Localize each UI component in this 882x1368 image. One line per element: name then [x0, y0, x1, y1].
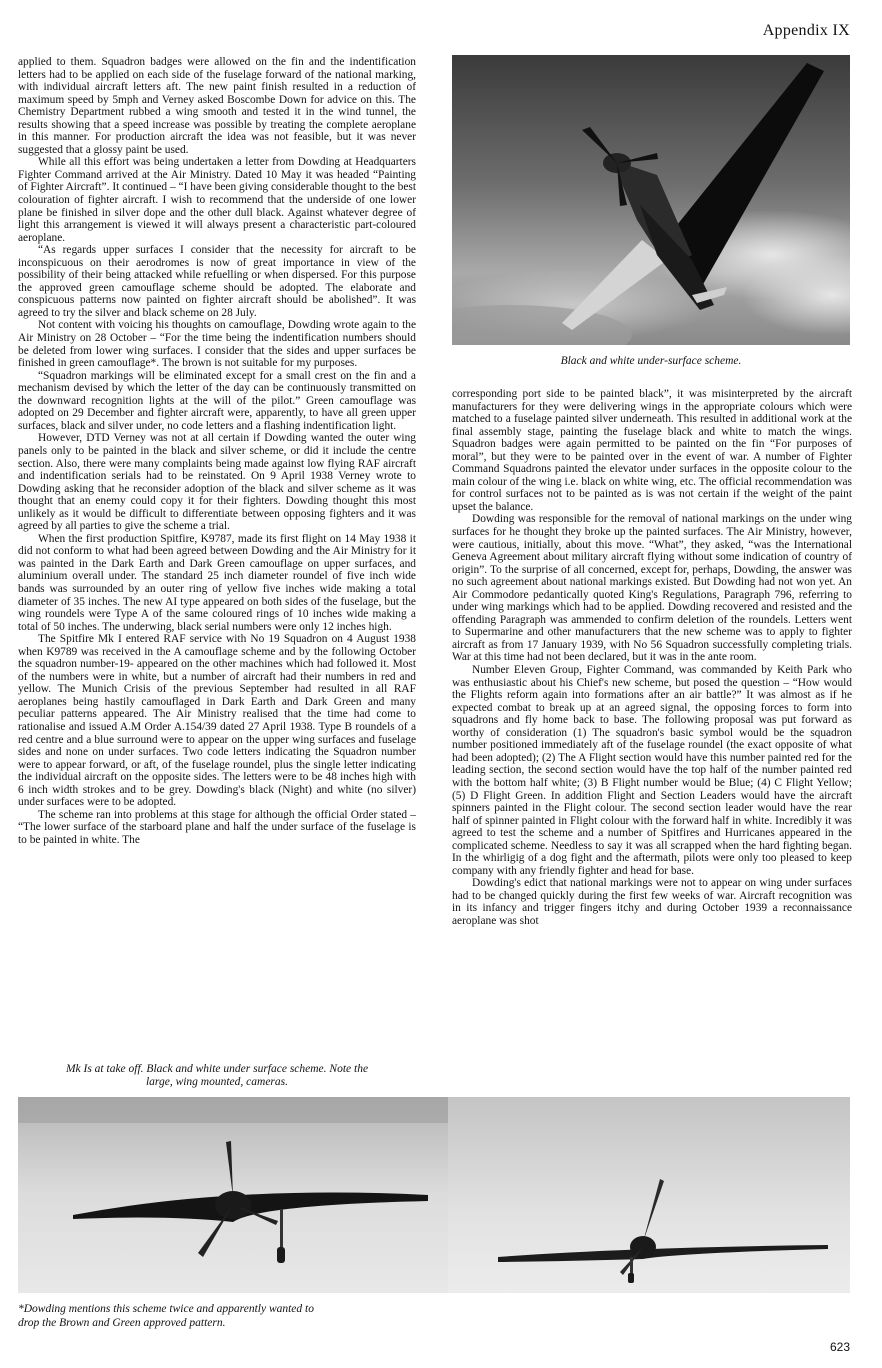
footnote — [18, 1302, 438, 1330]
paragraph: applied to them. Squadron badges were allowed on the fin and the indentification letters had to be applied on each side of the fuselage forward of the national marking, with individual aircraft letters aft. The new paint finish resulted in a reduction of maximum speed by 5mph and Verney asked Boscombe Down for advice on this. The Chemistry Department rubbed a wing smooth and tested it in the wind tunnel, the results showing that a speed increase was possible by treating the complete aeroplane in this manner. For production aircraft the idea was not feasible, but it was never suggested that a glossy paint be used. — [18, 56, 416, 156]
appendix-heading: Appendix IX — [762, 22, 850, 39]
paragraph: “As regards upper surfaces I consider that the necessity for aircraft to be inconspicuous on their aerodromes is now of great importance in view of the possibility of their being attacked while refuelling or when dispersed. For this purpose the approved green camouflage scheme should be adopted. The elaborate and conspicuous patterns now painted on fighter aircraft should be abolished”. It was agreed to try the silver and black scheme on 28 July. — [18, 244, 416, 319]
paragraph: Dowding was responsible for the removal of national markings on the under wing surfaces for he thought they broke up the painted surfaces. The Air Ministry, however, were cautious, initially, about this move. “What”, they asked, “was the International Geneva Agreement about military aircraft flying without some indication of country of origin”. To the surprise of all concerned, except for, perhaps, Dowding, the answer was no such agreement about national markings existed. But Dowding had not won yet. An Air Commodore pedantically quoted King's Regulations, Paragraph 796, referring to under wing markings which had to be applied. Dowding recovered and resisted and the offending Paragraph was ammended to confirm deletion of the roundels. Letters went to Supermarine and other manufacturers that the new scheme was to apply to fighter aircraft as from 17 January 1939, with No 56 Squadron successfully completing trials. War at this time had not been declared, but it was in the ante room. — [452, 513, 852, 664]
paragraph: However, DTD Verney was not at all certain if Dowding wanted the outer wing panels only to be painted in the black and silver scheme, or did it include the centre section. Also, there were many complaints being made against low flying RAF aircraft and indentification serials had to be reinstated. On 9 April 1938 Verney wrote to Dowding asking that he reconsider adoption of the black and silver scheme as it was thought that an enemy could copy it for their fighters. Dowding thought this most unlikely as it would be difficult to differentiate between opposing fighters and it was agreed by all parties to give the scheme a trial. — [18, 432, 416, 533]
paragraph: Number Eleven Group, Fighter Command, was commanded by Keith Park who was enthusiastic about his Chief's new scheme, but posed the question – “How would the Flights reform again into formations after an air battle?” It was almost as if he expected combat to break up at an agreed signal, the opposing forces to form into squadrons and fly home back to base. The following proposal was put forward as worthy of consideration (1) The squadron's basic symbol would be the squadron number positioned immediately aft of the fuselage roundel (the exact opposite of what had been adopted); (2) The A Flight section would have this number painted red for the leading section, the second section would have the top half of the number painted red with the bottom half white; (3) B Flight number would be Blue; (4) C Flight Yellow; (5) D Flight Green. In addition Flight and Section Leaders would have the aircraft spinners painted in the Flight colour. The second section leader would have the rear half of spinner painted in Flight colour with the forward half in white. Incredibly it was agreed to test the scheme and a number of Spitfires and Hurricanes appeared in the complicated scheme. Needless to say it was all scrapped when the hard fighting began. In the whirligig of a dog fight and the aftermath, pilots were only too pleased to keep company with any friendly fighter and head for base. — [452, 664, 852, 877]
paragraph: The Spitfire Mk I entered RAF service with No 19 Squadron on 4 August 1938 when K9789 was received in the A camouflage scheme and by the following October the squadron number-19- appeared on the other machines which had followed it. Most of the numbers were in white, but a number of aircraft had their numbers in red and yellow. The Munich Crisis of the previous September had resulted in all RAF aeroplanes being hastily camouflaged in Dark Earth and Dark Green and many peculiar patterns appeared. The Air Ministry realised that the time had come to rationalise and issued A.M Order A.154/39 dated 27 April 1938. Type B roundels of a red centre and a blue surround were to appear on the upper wing surfaces and fuselage sides and none on under surfaces. Two code letters indicating the Squadron number were to appear forward, or aft, of the fuselage roundel, plus the single letter indicating the individual aircraft on the opposite sides. The letters were to be 48 inches high with 6 inch width strokes and to be grey. Dowding's black (Night) and white (no silver) under surfaces were to be adopted. — [18, 633, 416, 809]
spitfire-takeoff-photo-left — [18, 1097, 448, 1293]
top-photo-caption: Black and white under-surface scheme. — [560, 355, 742, 367]
paragraph: Not content with voicing his thoughts on camouflage, Dowding wrote again to the Air Ministry on 28 October – “For the time being the indentification numbers should be deleted from lower wing surfaces. I consider that the sides and upper surfaces be finished in green camouflage*. The brown is not suitable for my purposes. — [18, 319, 416, 370]
caption-line: Mk Is at take off. Black and white under surface scheme. Note the — [65, 1063, 369, 1075]
paragraph: While all this effort was being undertaken a letter from Dowding at Headquarters Fighter Command arrived at the Air Ministry. Dated 10 May it was headed “Painting of Fighter Aircraft”. It continued – “I have been giving considerable thought to the best colouration of fighter aircraft. I wish to recommend that the underside of one lower plane be finished in silver dope and the other dull black. Against whatever degree of light this arrangement is viewed it will always present a characteristic part-coloured aeroplane. — [18, 156, 416, 244]
paragraph: When the first production Spitfire, K9787, made its first flight on 14 May 1938 it did not conform to what had been agreed between Dowding and the Air Ministry for it was painted in the Dark Earth and Dark Green camouflage on upper surfaces, and aluminium overall under. The standard 25 inch diameter roundel of five inch wide bands was surrounded by an outer ring of yellow five inches wide making a total diameter of 35 inches. The new AI type appeared on both sides of the fuselage, but the wing roundels were Type A of the same coloured rings of 10 inches wide making a total of 50 inches. The underwing, black serial numbers were only 12 inches high. — [18, 532, 416, 633]
paragraph: “Squadron markings will be eliminated except for a small crest on the fin and a mechanism devised by which the letter of the day can be continuously transmitted on the downward recognition lights at the will of the pilot.” Green camouflage was adopted on 29 December and fighter aircraft were, apparently, to have all green upper surfaces, black and silver under, no code letters and a flashing indentification light. — [18, 369, 416, 432]
paragraph: Dowding's edict that national markings were not to appear on wing under surfaces had to be changed quickly during the first few weeks of war. Aircraft recognition was in its infancy and trigger fingers itchy and during October 1939 a reconnaissance aeroplane was shot — [452, 877, 852, 927]
bottom-photo-caption — [18, 1063, 416, 1089]
footnote-line: drop the Brown and Green approved pattern. — [18, 1317, 226, 1329]
page-number: 623 — [829, 1340, 850, 1354]
footnote-line: *Dowding mentions this scheme twice and apparently wanted to — [18, 1303, 314, 1315]
left-text-column — [18, 56, 416, 846]
paragraph: The scheme ran into problems at this stage for although the official Order stated – “The lower surface of the starboard plane and half the under surface of the fuselage is to be painted in white. The — [18, 808, 416, 846]
spitfire-underside-photo — [452, 55, 850, 345]
spitfire-takeoff-photo-right — [448, 1097, 850, 1293]
caption-line: large, wing mounted, cameras. — [145, 1076, 289, 1088]
right-text-column — [452, 388, 852, 928]
paragraph: corresponding port side to be painted black”, it was misinterpreted by the aircraft manufacturers for they were delivering wings in the appropriate colours which were matched to a fuselage painted silver underneath. This resulted in additional work at the final assembly stage, painting the fuselage black and white to match the wings. Squadron badges were again permitted to be painted on the fin “For purposes of moral”, but they were to be painted over in the event of war. A number of Fighter Command Squadrons painted the elevator under surfaces in the opposite colour to the main colour of the wing i.e. black on white wing, etc. The official recommendation was for control surfaces not to be painted as is was not certain if the weight of the paint upset the balance. — [452, 388, 852, 513]
